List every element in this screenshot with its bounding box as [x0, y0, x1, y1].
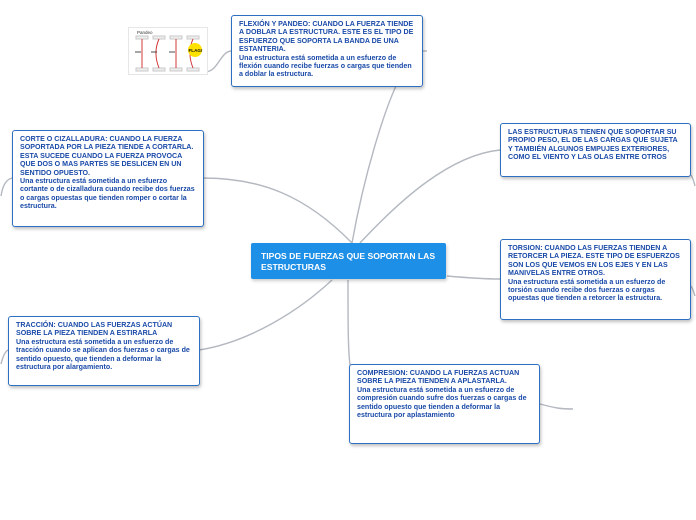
connector-torsion [447, 276, 500, 279]
connector-traccion [199, 280, 332, 350]
node-corte-title: CORTE O CIZALLADURA: CUANDO LA FUERZA SOPORTADA POR LA PIEZA TIENDE A CORTARLA. ESTA SUCEDE CUANDO LA FUERZA PROVOCA QUE DOS O MAS PARTES SE DESLICEN EN UN SENTIDO OPUESTO. [20, 135, 194, 177]
connector-compresion [348, 280, 350, 365]
node-compresion-desc: Una estructura está sometida a un esfuerzo de compresión cuando sufre dos fuerzas o cargas de sentido opuesto que tienden a deformar la estructura por aplastamiento [357, 385, 527, 420]
connector-flexion-thumb [205, 51, 231, 72]
node-corte[interactable] [12, 130, 204, 227]
node-compresion-title: COMPRESION: CUANDO LA FUERZAS ACTUAN SOBRE LA PIEZA TIENDEN A APLASTARLA. [357, 369, 520, 386]
node-flexion[interactable] [231, 15, 423, 87]
connector-traccion-left [1, 350, 8, 364]
node-corte-desc: Una estructura está sometida a un esfuerzo cortante o de cizalladura cuando recibe dos fuerzas o cargas opuestas que tienden romper o cortar la estructura. [20, 177, 195, 211]
flexion-illustration [128, 27, 208, 75]
node-traccion-title: TRACCIÓN: CUANDO LAS FUERZAS ACTÚAN SOBRE LA PIEZA TIENDEN A ESTIRARLA [16, 321, 173, 338]
node-torsion-title: TORSION: CUANDO LAS FUERZAS TIENDEN A RETORCER LA PIEZA. ESTE TIPO DE ESFUERZOS SON LOS QUE VEMOS EN LOS EJES Y EN LAS MANIVELAS ENTRE OTROS. [508, 244, 680, 278]
illustration-flag-label: FLAG! [188, 48, 203, 53]
connector-flexion [352, 86, 396, 243]
node-traccion-desc: Una estructura está sometida a un esfuerzo de tracción cuando se aplican dos fuerzas o cargas de sentido opuesto, que tienden a deformar la estructura por alargamiento. [16, 337, 190, 372]
node-estructuras-title: LAS ESTRUCTURAS TIENEN QUE SOPORTAR SU PROPIO PESO, EL DE LAS CARGAS QUE SUJETA Y TAMBIÉN ALGUNOS EMPUJES EXTERIORES, COMO EL VIENTO Y LAS OLAS ENTRE OTROS [508, 128, 678, 162]
connector-corte-left [1, 178, 12, 196]
illustration-header: Pandeo [137, 30, 153, 35]
node-torsion[interactable] [500, 239, 691, 320]
connector-compresion-right [540, 404, 573, 409]
central-topic[interactable] [251, 243, 446, 279]
node-flexion-desc: Una estructura está sometida a un esfuerzo de flexión cuando recibe fuerzas o cargas que tienden a doblar la estructura. [239, 53, 412, 79]
node-estructuras[interactable] [500, 123, 691, 177]
node-torsion-desc: Una estructura está sometida a un esfuerzo de torsión cuando recibe dos fuerzas o cargas opuestas que tienden a retorcer la estructura. [508, 277, 666, 303]
node-flexion-title: FLEXIÓN Y PANDEO: CUANDO LA FUERZA TIENDE A DOBLAR LA ESTRUCTURA. ESTE ES EL TIPO DE ESFUERZO QUE SOPORTA LA BANDA DE UNA ESTANTERIA. [239, 20, 414, 54]
central-topic-label: TIPOS DE FUERZAS QUE SOPORTAN LAS ESTRUCTURAS [261, 251, 436, 272]
connector-estructuras-right [691, 175, 695, 186]
connector-corte [203, 178, 352, 243]
node-traccion[interactable] [8, 316, 200, 386]
node-compresion[interactable] [349, 364, 540, 444]
connector-torsion-right [691, 286, 695, 296]
connector-estructuras [360, 150, 500, 243]
